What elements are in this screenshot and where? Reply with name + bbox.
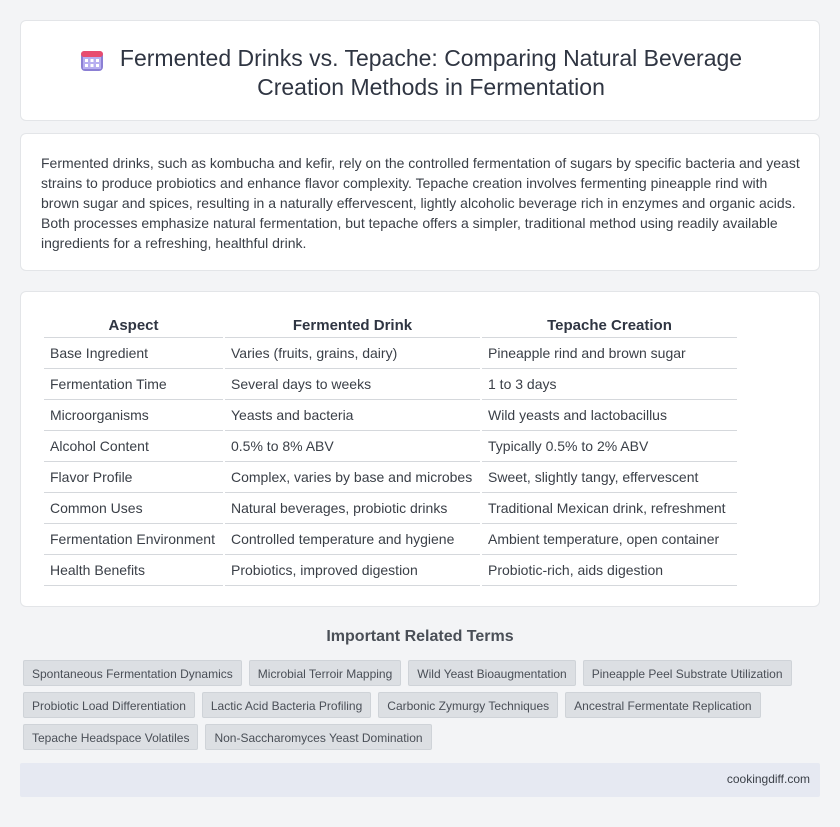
table-cell: Ambient temperature, open container xyxy=(482,524,737,555)
related-term-tag[interactable]: Spontaneous Fermentation Dynamics xyxy=(23,660,242,686)
table-row xyxy=(44,338,737,369)
table-cell: Controlled temperature and hygiene xyxy=(225,524,480,555)
table-cell: Fermentation Time xyxy=(44,369,223,400)
footer xyxy=(20,763,820,797)
table-header-row xyxy=(44,314,737,338)
header-fermented-drink: Fermented Drink xyxy=(225,314,480,338)
table-row xyxy=(44,431,737,462)
related-terms-list xyxy=(23,660,803,750)
header-aspect: Aspect xyxy=(44,314,223,338)
table-cell: Traditional Mexican drink, refreshment xyxy=(482,493,737,524)
table-cell: Typically 0.5% to 2% ABV xyxy=(482,431,737,462)
table-row xyxy=(44,462,737,493)
table-row xyxy=(44,400,737,431)
table-cell: 0.5% to 8% ABV xyxy=(225,431,480,462)
page-title: Fermented Drinks vs. Tepache: Comparing Natural Beverage Creation Methods in Fermentation xyxy=(119,45,743,100)
related-term-tag[interactable]: Lactic Acid Bacteria Profiling xyxy=(202,692,371,718)
table-cell: Pineapple rind and brown sugar xyxy=(482,338,737,369)
comparison-card xyxy=(20,291,820,607)
related-term-tag[interactable]: Tepache Headspace Volatiles xyxy=(23,724,198,750)
table-cell: Alcohol Content xyxy=(44,431,223,462)
table-row xyxy=(44,555,737,586)
table-cell: Natural beverages, probiotic drinks xyxy=(225,493,480,524)
table-cell: Fermentation Environment xyxy=(44,524,223,555)
header-tepache-creation: Tepache Creation xyxy=(482,314,737,338)
table-cell: Sweet, slightly tangy, effervescent xyxy=(482,462,737,493)
table-cell: Base Ingredient xyxy=(44,338,223,369)
header-card xyxy=(20,20,820,121)
related-term-tag[interactable]: Non-Saccharomyces Yeast Domination xyxy=(205,724,431,750)
related-term-tag[interactable]: Pineapple Peel Substrate Utilization xyxy=(583,660,792,686)
table-cell: Varies (fruits, grains, dairy) xyxy=(225,338,480,369)
table-cell: Probiotics, improved digestion xyxy=(225,555,480,586)
table-cell: Wild yeasts and lactobacillus xyxy=(482,400,737,431)
table-cell: Microorganisms xyxy=(44,400,223,431)
table-cell: 1 to 3 days xyxy=(482,369,737,400)
related-term-tag[interactable]: Probiotic Load Differentiation xyxy=(23,692,195,718)
intro-paragraph: Fermented drinks, such as kombucha and kefir, rely on the controlled fermentation of sugars by specific bacteria and yeast strains to produce probiotics and enhance flavor complexity. Tepache creation involves fermenting pineapple rind with brown sugar and spices, resulting in a naturally effervescent, lightly alcoholic beverage rich in enzymes and organic acids. Both processes emphasize natural fermentation, but tepache offers a simpler, traditional method using readily available ingredients for a refreshing, healthful drink. xyxy=(41,155,800,251)
related-terms-heading: Important Related Terms xyxy=(326,628,514,645)
table-cell: Several days to weeks xyxy=(225,369,480,400)
table-cell: Probiotic-rich, aids digestion xyxy=(482,555,737,586)
intro-card xyxy=(20,133,820,271)
table-row xyxy=(44,369,737,400)
related-term-tag[interactable]: Ancestral Fermentate Replication xyxy=(565,692,760,718)
footer-site-link[interactable]: cookingdiff.com xyxy=(726,772,810,786)
table-cell: Health Benefits xyxy=(44,555,223,586)
table-cell: Common Uses xyxy=(44,493,223,524)
table-row xyxy=(44,493,737,524)
table-cell: Yeasts and bacteria xyxy=(225,400,480,431)
related-term-tag[interactable]: Microbial Terroir Mapping xyxy=(249,660,402,686)
comparison-table xyxy=(42,314,739,586)
table-cell: Flavor Profile xyxy=(44,462,223,493)
related-term-tag[interactable]: Wild Yeast Bioaugmentation xyxy=(408,660,575,686)
table-cell: Complex, varies by base and microbes xyxy=(225,462,480,493)
table-row xyxy=(44,524,737,555)
related-term-tag[interactable]: Carbonic Zymurgy Techniques xyxy=(378,692,558,718)
